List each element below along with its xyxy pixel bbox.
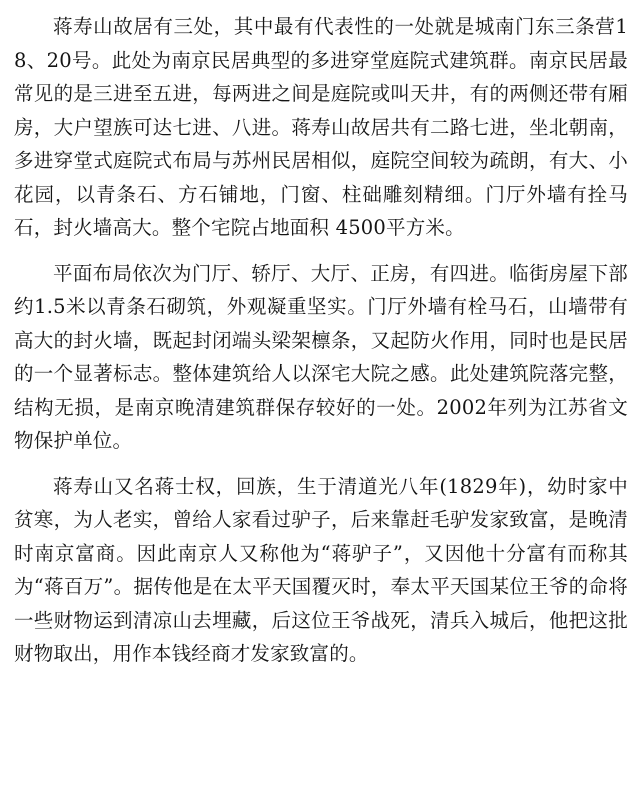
paragraph-3: 蒋寿山又名蒋士权，回族，生于清道光八年(1829年)，幼时家中贫寒，为人老实，曾给人家看过驴子，后来靠赶毛驴发家致富，是晚清时南京富商。因此南京人又称他为“蒋驴子”，又因他十分富有而称其为“蒋百万”。据传他是在太平天国覆灭时，奉太平天国某位王爷的命将一些财物运到清凉山去埋藏，后这位王爷战死，清兵入城后，他把这批财物取出，用作本钱经商才发家致富的。: [14, 474, 628, 665]
paragraph-1: 蒋寿山故居有三处，其中最有代表性的一处就是城南门东三条营18、20号。此处为南京民居典型的多进穿堂庭院式建筑群。南京民居最常见的是三进至五进，每两进之间是庭院或叫天井，有的两侧还带有厢房，大户望族可达七进、八进。蒋寿山故居共有二路七进，坐北朝南，多进穿堂式庭院式布局与苏州民居相似，庭院空间较为疏朗，有大、小花园，以青条石、方石铺地，门窗、柱础雕刻精细。门厅外墙有拴马石，封火墙高大。整个宅院占地面积 4500平方米。: [14, 15, 628, 239]
paragraph-2: 平面布局依次为门厅、轿厅、大厅、正房，有四进。临街房屋下部约1.5米以青条石砌筑，外观凝重坚实。门厅外墙有栓马石，山墙带有高大的封火墙，既起封闭端头梁架檩条，又起防火作用，同时也是民居的一个显著标志。整体建筑给人以深宅大院之感。此处建筑院落完整，结构无损，是南京晚清建筑群保存较好的一处。2002年列为江苏省文物保护单位。: [14, 261, 628, 452]
